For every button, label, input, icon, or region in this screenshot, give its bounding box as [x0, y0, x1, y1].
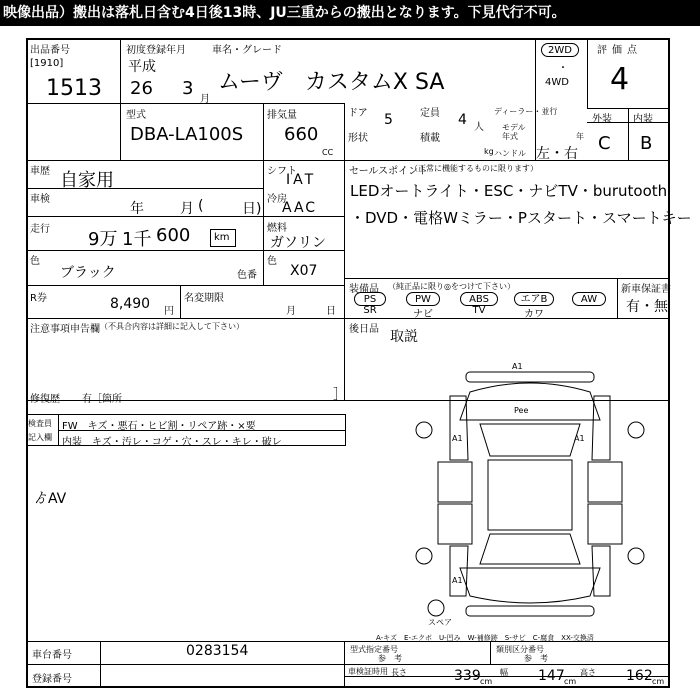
handle-value: 左・右: [536, 146, 578, 162]
car-name: ムーヴ カスタムX SA: [218, 70, 445, 95]
warranty-label: 新車保証書: [621, 284, 671, 295]
damage-diagram: [410, 360, 650, 630]
type-spec-label: 型式指定番号: [350, 645, 398, 654]
chassis-label: 車台番号: [32, 650, 72, 661]
repair-label: 修復歴: [30, 394, 60, 405]
displacement-label: 排気量: [267, 110, 297, 121]
dims-width-label: 幅: [500, 668, 508, 677]
inspector-row1: FW キズ・悪石・ヒビ割・リペア跡・×要: [62, 421, 256, 432]
class-code-label: 類別区分番号: [496, 645, 544, 654]
color-label: 色: [30, 256, 40, 267]
diagram-right-front-door: [588, 462, 622, 502]
recycle-unit: 円: [164, 306, 174, 317]
interior-value: B: [640, 133, 653, 154]
class-code-sub: 参 考: [524, 654, 548, 663]
recycle-value: 8,490: [110, 296, 151, 312]
color-value: ブラック: [60, 265, 116, 281]
dims-length: 339: [454, 668, 481, 684]
diagram-hood: [460, 383, 600, 420]
registration-era: 平成: [128, 59, 156, 75]
dims-prefix: 車検証時用: [348, 667, 388, 676]
capacity-label: 定員: [420, 108, 440, 119]
diagram-left-rear-door: [438, 504, 472, 544]
registration-month: 3: [182, 78, 194, 99]
color-code: X07: [290, 263, 318, 279]
sales-label: セールスポイント: [349, 166, 429, 177]
load-label: 積載: [420, 133, 440, 144]
type-spec-sub: 参 考: [378, 654, 402, 663]
inspection-year-unit: 年: [130, 201, 144, 217]
reg-number-label: 登録番号: [32, 674, 72, 685]
diagram-left-quarter: [450, 546, 468, 596]
header-banner: 映像出品）搬出は落札日含む4日後13時、JU三重からの搬出となります。下見代行不可。: [0, 0, 700, 26]
color-code-label: 色番: [237, 270, 257, 281]
usage-value: 自家用: [60, 170, 114, 191]
warranty-value: 有・無: [626, 299, 668, 315]
equipment-label: 装備品: [349, 284, 379, 295]
mileage-unit: km: [214, 232, 230, 243]
registration-label: 初度登録年月: [126, 45, 186, 56]
inspector-row2: 内装 キズ・汚レ・コゲ・穴・スレ・キレ・破レ: [62, 437, 282, 448]
model-label: 型式: [126, 110, 146, 121]
diagram-note-pee: Pee: [514, 406, 529, 415]
capacity-value: 4: [458, 112, 467, 128]
name-change-label: 名変期限: [184, 293, 224, 304]
shape-label: 形状: [348, 133, 368, 144]
dims-length-unit: cm: [480, 677, 493, 686]
sales-sub: （正常に機能するものに限ります）: [410, 164, 538, 173]
dealer-label: ディーラー・並行: [494, 107, 558, 116]
inspection-open-paren: (: [198, 198, 204, 214]
handle-label: ハンドル: [494, 149, 526, 158]
diagram-windshield: [480, 424, 580, 456]
registration-month-unit: 月: [200, 94, 210, 105]
dims-height-label: 高さ: [580, 668, 596, 677]
equip-abs: ABS: [460, 292, 498, 306]
shift-label: シフト: [267, 166, 297, 177]
dims-width-unit: cm: [564, 677, 577, 686]
repair-close-bracket: ］: [333, 387, 347, 403]
diagram-legend: A-キズ E-エクボ U-凹み W-補修跡 S-サビ C-腐食 XX-交換済: [376, 634, 594, 642]
equip-leather: カワ: [524, 309, 544, 320]
score-label: 評価点: [597, 45, 642, 56]
lot-label: 出品番号: [30, 45, 70, 56]
equip-sr: SR: [363, 305, 377, 316]
aircon-label: 冷房: [267, 194, 287, 205]
displacement-unit: CC: [322, 148, 334, 157]
chassis-value: 0283154: [186, 643, 249, 659]
diagram-right-rear-door: [588, 504, 622, 544]
model-year-unit: 年: [576, 132, 584, 141]
diagram-spare-label: スペア: [428, 618, 452, 627]
drive-4wd: 4WD: [545, 77, 569, 88]
shift-value: IAT: [286, 172, 317, 188]
model-year-label: モデル年式: [502, 123, 526, 141]
diagram-note-right: A1: [574, 434, 585, 443]
inspector-label1: 検査員: [28, 419, 52, 428]
sales-line1: LEDオートライト・ESC・ナビTV・burutooth: [350, 182, 668, 200]
diagram-roof: [488, 460, 572, 530]
dims-width: 147: [538, 668, 565, 684]
diagram-left-front-door: [438, 462, 472, 502]
diagram-rear-glass: [480, 534, 580, 564]
diagram-left-front-wheel: [416, 422, 432, 438]
diagram-back-door: [460, 568, 600, 603]
model-value: DBA-LA100S: [130, 124, 244, 145]
name-change-month-unit: 月: [286, 306, 296, 317]
dims-length-label: 長さ: [391, 668, 407, 677]
diagram-front-bumper: [466, 372, 594, 382]
handwritten-note: ゟAV: [34, 491, 67, 507]
mileage-man: 9万: [88, 229, 118, 250]
mileage-label: 走行: [30, 224, 50, 235]
interior-label: 内装: [633, 114, 653, 125]
load-unit: kg: [484, 147, 494, 156]
exterior-value: C: [598, 133, 611, 154]
notes-sub: （不具合内容は詳細に記入して下さい）: [100, 322, 244, 331]
post-install-value: 取説: [390, 329, 418, 345]
name-change-day-unit: 日: [326, 306, 336, 317]
equip-aw: AW: [572, 292, 606, 306]
doors-value: 5: [384, 112, 393, 128]
diagram-note-left: A1: [452, 434, 463, 443]
doors-label: ドア: [348, 108, 368, 119]
inspection-month-unit: 月: [180, 201, 194, 217]
drive-2wd: 2WD: [541, 43, 579, 57]
inspector-label2: 記入欄: [28, 433, 52, 442]
diagram-note-top: A1: [512, 362, 523, 371]
inspection-day-unit: 日): [242, 201, 262, 217]
diagram-right-rear-wheel: [628, 548, 644, 564]
lot-code: [1910]: [30, 58, 64, 69]
diagram-rear-bumper: [466, 606, 594, 616]
dims-height: 162: [626, 668, 653, 684]
diagram-right-quarter: [592, 546, 610, 596]
mileage-value: 600: [156, 225, 191, 246]
diagram-left-rear-wheel: [416, 548, 432, 564]
equip-airbag: エアB: [514, 292, 554, 306]
sales-line2: ・DVD・電格Wミラー・Pスタート・スマートキー: [350, 209, 692, 227]
color-code-header: 色: [267, 256, 277, 267]
car-label: 車名・グレード: [212, 45, 282, 56]
equip-tv: TV: [472, 305, 486, 316]
recycle-label: R券: [30, 293, 47, 304]
score-value: 4: [610, 62, 630, 97]
diagram-right-front-wheel: [628, 422, 644, 438]
post-install-label: 後日品: [349, 324, 379, 335]
mileage-sen: 1千: [122, 229, 152, 250]
equip-pw: PW: [406, 292, 440, 306]
lot-number: 1513: [46, 76, 102, 101]
equipment-sub: （純正品に限り◎をつけて下さい）: [388, 282, 515, 291]
dims-height-unit: cm: [652, 677, 665, 686]
fuel-value: ガソリン: [270, 235, 326, 251]
displacement-value: 660: [284, 124, 319, 145]
diagram-spare-wheel: [428, 600, 444, 616]
exterior-label: 外装: [592, 114, 612, 125]
drive-select: 2WD ・ 4WD: [541, 41, 581, 101]
capacity-unit: 人: [474, 122, 484, 133]
notes-label: 注意事項申告欄: [30, 324, 100, 335]
repair-value: 有［箇所: [82, 394, 122, 405]
inspection-label: 車検: [30, 194, 50, 205]
registration-year: 26: [130, 78, 153, 99]
usage-label: 車歴: [30, 166, 50, 177]
fuel-label: 燃料: [267, 223, 287, 234]
aircon-value: AAC: [282, 200, 318, 216]
equip-ps: PS: [354, 292, 386, 306]
equip-navi: ナビ: [413, 309, 433, 320]
diagram-note-bottom: A1: [452, 576, 463, 585]
